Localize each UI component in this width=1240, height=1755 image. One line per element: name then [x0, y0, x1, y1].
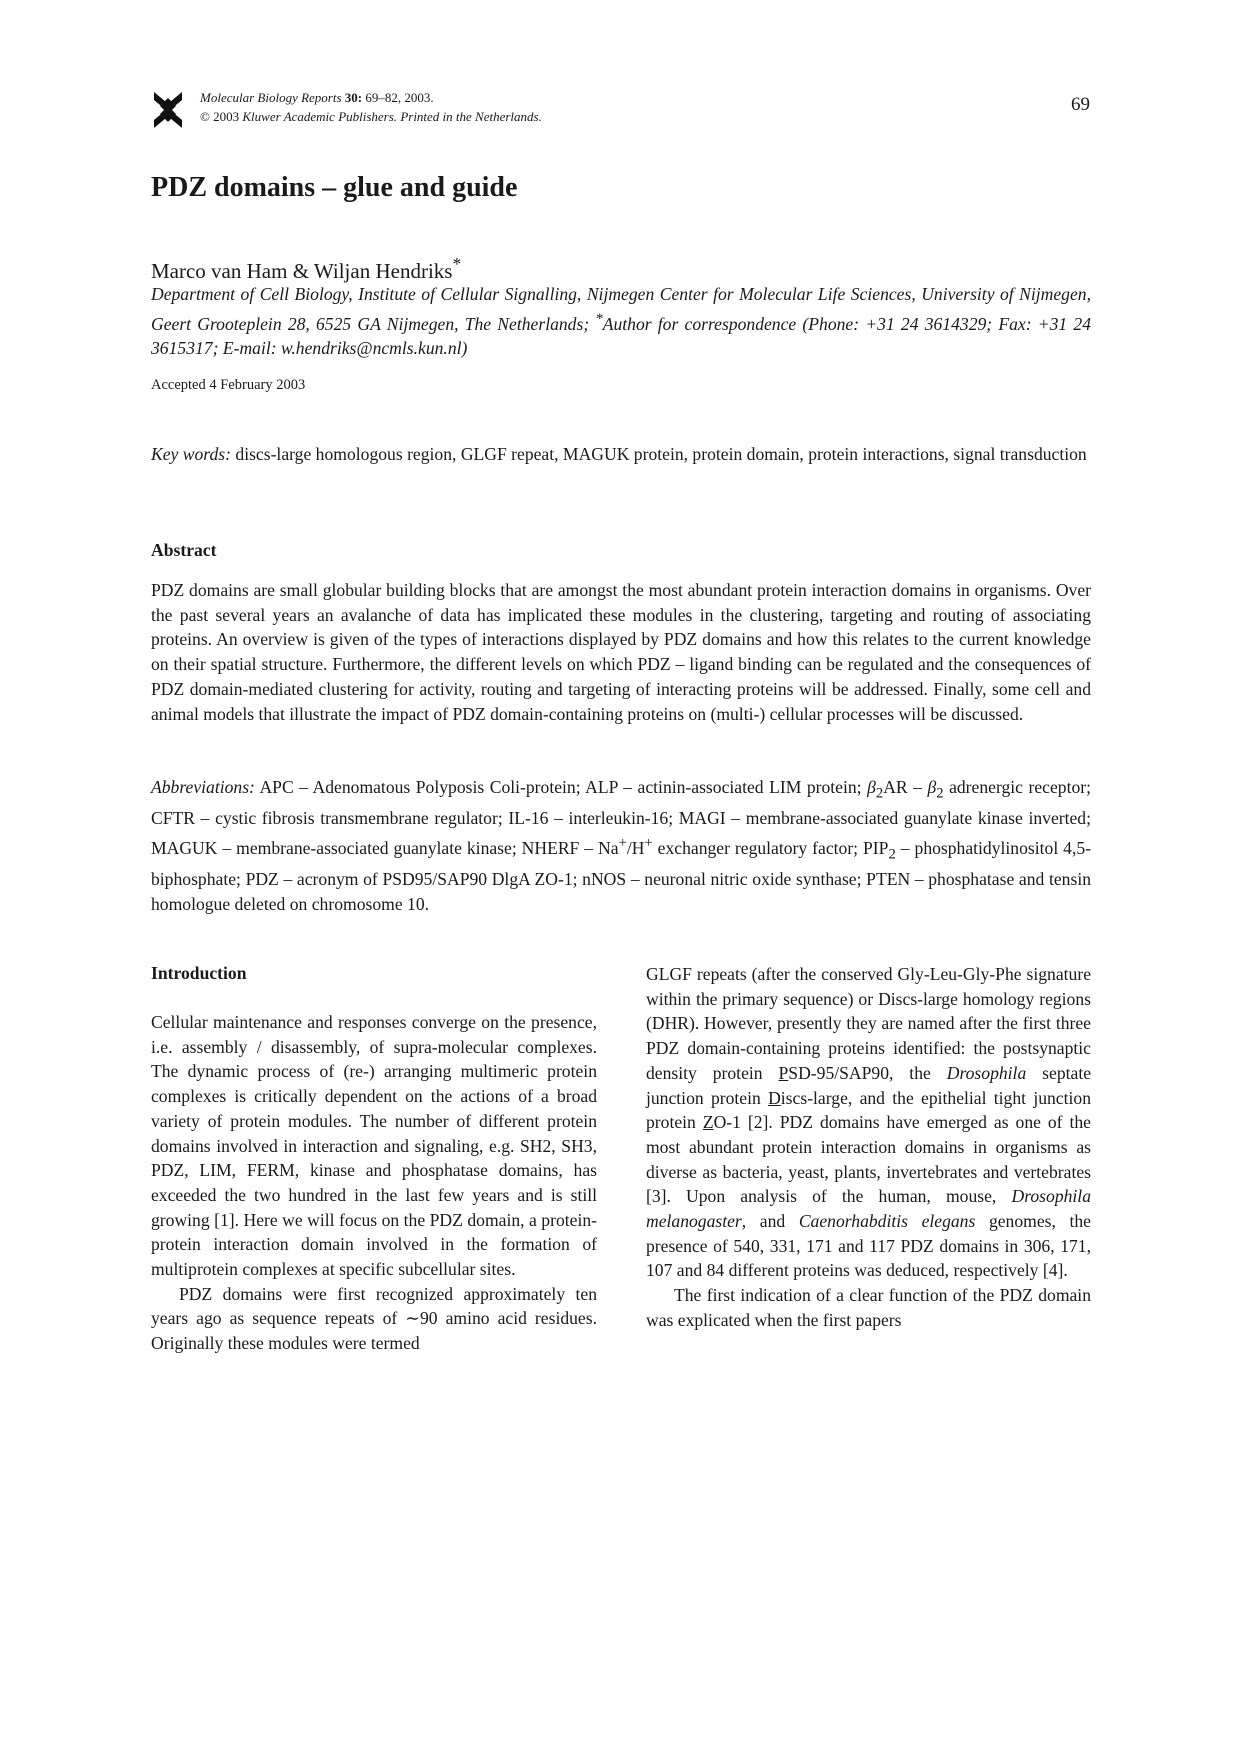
correspondence-mark: *	[595, 310, 603, 327]
journal-name: Molecular Biology Reports	[200, 90, 342, 105]
right-column	[646, 962, 1091, 1333]
species-name: Drosophila melanogaster	[646, 1186, 1091, 1232]
abbreviations	[151, 775, 1091, 916]
abstract-heading: Abstract	[151, 540, 217, 560]
correspondence-text: Author for correspondence (Phone: +31 24 3614329; Fax: +31 24 3615317; E-mail: w.hendriks@ncmls.kun.nl)	[151, 313, 1092, 358]
text-run: septate junction protein	[646, 1062, 1092, 1108]
text-run: O-1 [2]. PDZ domains have emerged as one of the most abundant protein interaction domains in organisms as diverse as bacteria, yeast, plants, invertebrates and vertebrates [3]. Upon analysis of the human, mouse,	[646, 1112, 1091, 1207]
abbrev-part4: /H	[626, 837, 645, 858]
text-run: , and	[741, 1211, 786, 1232]
copyright: © 2003	[200, 109, 240, 124]
accepted-date: Accepted 4 February 2003	[151, 377, 306, 393]
beta-symbol: β	[927, 777, 937, 797]
species-name: Caenorhabditis elegans	[798, 1211, 976, 1232]
intro-paragraph-3: The first indication of a clear function of the PDZ domain was explicated when the first papers	[646, 1285, 1091, 1330]
author-mark: *	[452, 254, 462, 274]
underlined-letter: Z	[702, 1112, 714, 1133]
intro-paragraph-1: Cellular maintenance and responses converge on the presence, i.e. assembly / disassembly, of supra-molecular complexes. The dynamic process of (re-) arranging multimeric protein complexes is critically dependent on the actions of a broad variety of protein modules. The number of different protein domains involved in interaction and signaling, e.g. SH2, SH3, PDZ, LIM, FERM, kinase and phosphatase domains, has exceeded the two hundred in the last few years and is still growing [1]. Here we will focus on the PDZ domain, a protein-protein interaction domain involved in the formation of multiprotein complexes at specific subcellular sites.	[151, 1012, 597, 1280]
journal-citation	[200, 88, 900, 126]
abbrev-part5: exchanger regulatory factor; PIP	[657, 837, 889, 858]
article-title: PDZ domains – glue and guide	[151, 172, 518, 203]
species-name: Drosophila	[946, 1062, 1027, 1083]
author-names: Marco van Ham & Wiljan Hendriks	[151, 259, 453, 283]
publisher: Kluwer Academic Publishers.	[242, 109, 398, 124]
intro-paragraph-2-continued	[646, 962, 1091, 1283]
superscript: +	[618, 834, 627, 851]
subscript: 2	[888, 846, 896, 863]
superscript: +	[644, 834, 653, 851]
printed-in: Printed in the Netherlands.	[400, 109, 542, 124]
keywords-label: Key words:	[151, 444, 231, 464]
affiliation	[151, 282, 1091, 360]
keywords-text: discs-large homologous region, GLGF repeat, MAGUK protein, protein domain, protein interactions, signal transduction	[235, 444, 1087, 464]
left-column	[151, 1010, 597, 1356]
subscript: 2	[875, 785, 884, 802]
beta-symbol: β	[867, 777, 876, 797]
journal-volume: 30:	[344, 90, 363, 105]
abstract-text: PDZ domains are small globular building blocks that are amongst the most abundant protein interaction domains in organisms. Over the past several years an avalanche of data has implicated these modules in the clustering, targeting and routing of associating proteins. An overview is given of the types of interactions displayed by PDZ domains and how this relates to the current knowledge on their spatial structure. Furthermore, the different levels on which PDZ – ligand binding can be regulated and the consequences of PDZ domain-mediated clustering for activity, routing and targeting of interacting proteins will be addressed. Finally, some cell and animal models that illustrate the impact of PDZ domain-containing proteins on (multi-) cellular processes will be discussed.	[151, 580, 1091, 724]
abbrev-part6: – phosphatidylinositol 4,5-biphosphate; PDZ – acronym of PSD95/SAP90 DlgA ZO-1; nNOS – neuronal nitric oxide synthase; PTEN – phosphatase and tensin homologue deleted on chromosome 10.	[151, 837, 1092, 914]
keywords	[151, 442, 1091, 467]
page-number: 69	[1071, 94, 1090, 115]
authors	[151, 254, 461, 284]
publisher-logo	[152, 90, 184, 130]
underlined-letter: P	[778, 1062, 789, 1083]
text-run: genomes, the presence of 540, 331, 171 and 117 PDZ domains in 306, 171, 107 and 84 different proteins was deduced, respectively [4].	[646, 1211, 1091, 1281]
abbrev-part2: AR –	[883, 777, 922, 797]
abbrev-part3: adrenergic receptor; CFTR – cystic fibrosis transmembrane regulator; IL-16 – interleukin-16; MAGI – membrane-associated guanylate kinase inverted; MAGUK – membrane-associated guanylate kinase; NHERF – Na	[151, 777, 1091, 858]
abbreviations-label: Abbreviations:	[151, 777, 255, 797]
introduction-heading: Introduction	[151, 963, 247, 983]
text-run: iscs-large, and the epithelial tight junction protein	[646, 1087, 1091, 1133]
subscript: 2	[936, 785, 944, 802]
text-run: GLGF repeats (after the conserved Gly-Leu-Gly-Phe signature within the primary sequence) or Discs-large homology regions (DHR). However, presently they are named after the first three PDZ domain-containing proteins identified: the postsynaptic density protein	[646, 964, 1091, 1083]
intro-paragraph-2: PDZ domains were first recognized approximately ten years ago as sequence repeats of ∼90 amino acid residues. Originally these modules were termed	[151, 1283, 597, 1354]
abbrev-part1: APC – Adenomatous Polyposis Coli-protein; ALP – actinin-associated LIM protein;	[259, 777, 862, 797]
journal-pages-year: 69–82, 2003.	[365, 90, 434, 105]
affiliation-text: Department of Cell Biology, Institute of Cellular Signalling, Nijmegen Center for Molecular Life Sciences, University of Nijmegen, Geert Grooteplein 28, 6525 GA Nijmegen, The Netherlands;	[151, 284, 1091, 334]
text-run: SD-95/SAP90, the	[788, 1062, 931, 1083]
underlined-letter: D	[768, 1087, 781, 1108]
